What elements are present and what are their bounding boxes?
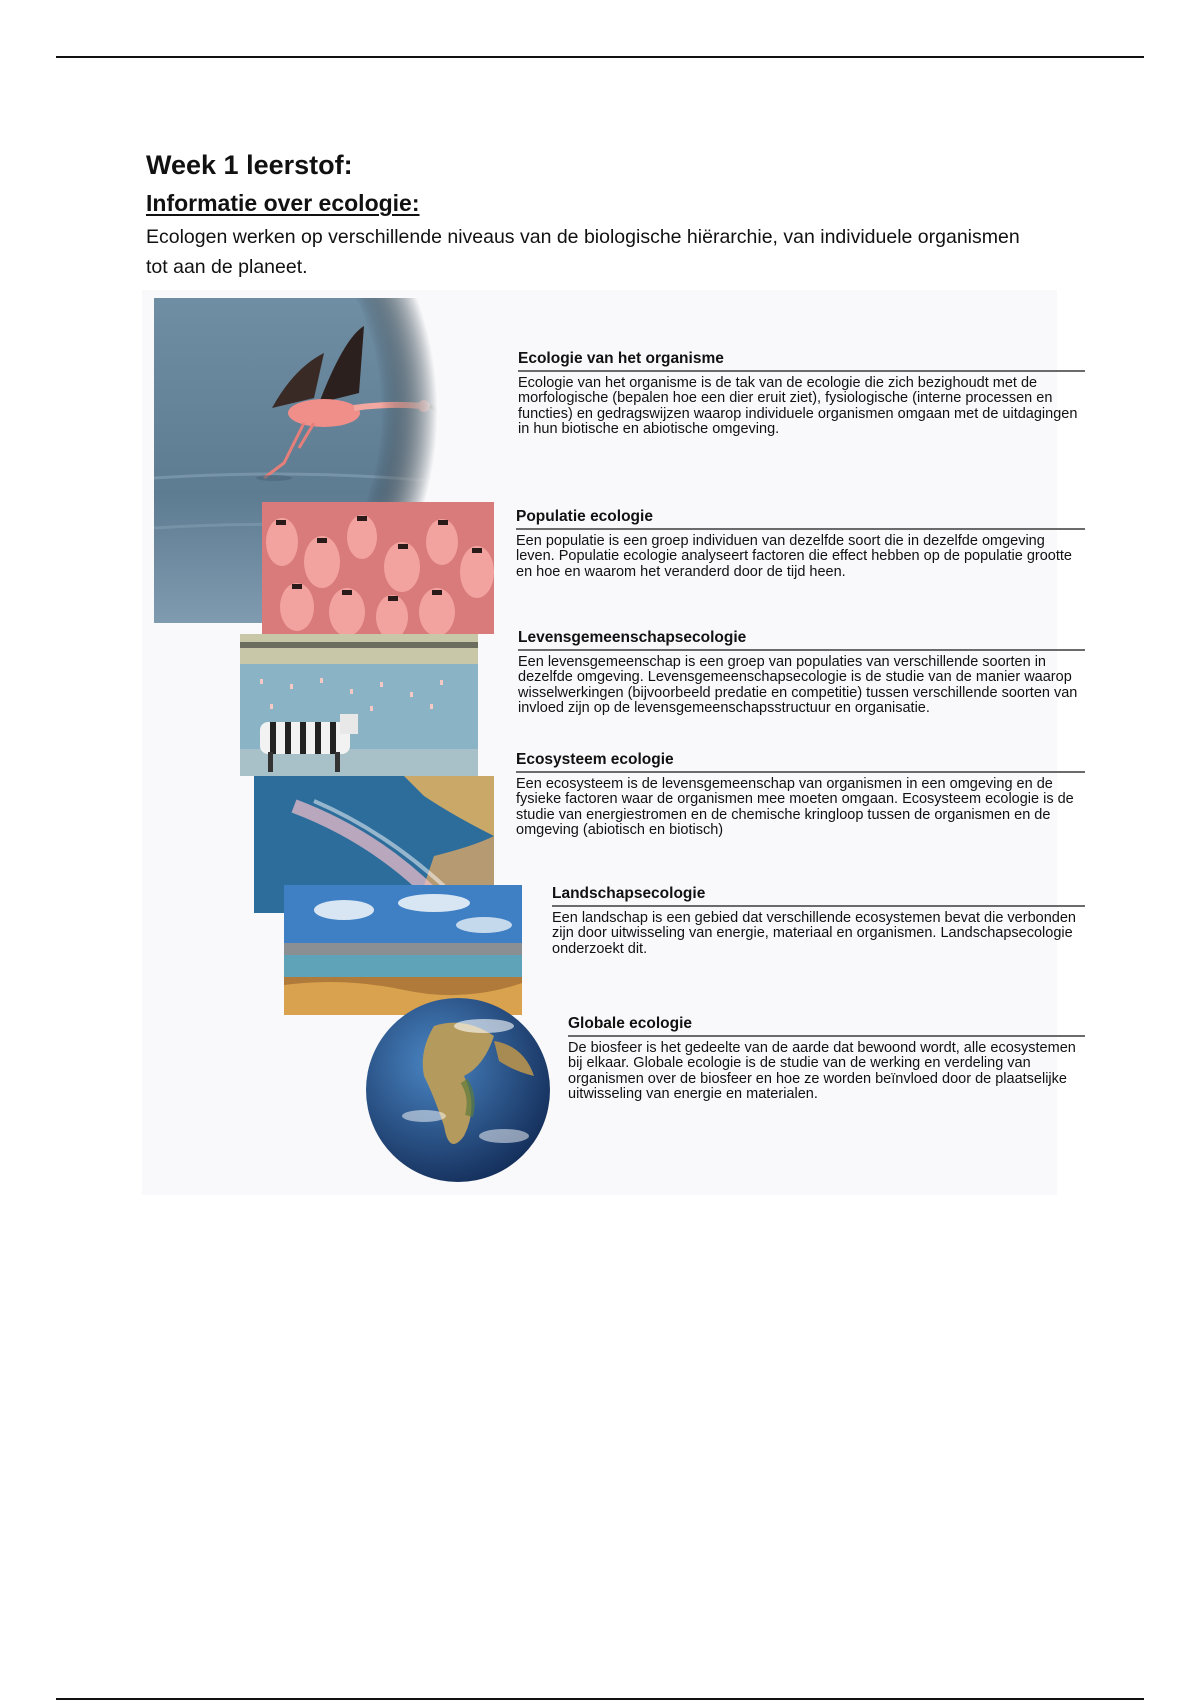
section-community-ecology — [518, 630, 1085, 717]
lake-zebra-photo — [240, 634, 478, 776]
section-landscape-ecology — [552, 886, 1085, 957]
section-global-ecology — [568, 1016, 1085, 1103]
section-text: Ecologie van het organisme is de tak van de ecologie die zich bezighoudt met de morfologische (bepalen hoe een dier eruit ziet), fysiologische (interne processen en functies) en gedragswijzen waarop individuele organismen omgaan met de uitdagingen in hun biotische en abiotische omgeving. — [518, 374, 1078, 437]
section-heading: Levensgemeenschapsecologie — [518, 630, 1085, 651]
flamingo-flock-photo — [262, 502, 494, 634]
section-subtitle: Informatie over ecologie: — [146, 190, 420, 216]
section-text: De biosfeer is het gedeelte van de aarde dat bewoond wordt, alle ecosystemen bij elkaar. Globale ecologie is de studie van de werking en verdeling van organismen over de biosfeer en hoe ze worden beïnvloed door de plaatselijke uitwisseling van energie en materialen. — [568, 1039, 1076, 1102]
section-text: Een ecosysteem is de levensgemeenschap van organismen in een omgeving en de fysieke factoren waar de organismen mee moeten omgaan. Ecosysteem ecologie is de studie van energiestromen en de chemische kringloop tussen de organismen en de omgeving (abiotisch en biotisch) — [516, 775, 1074, 838]
intro-paragraph: Ecologen werken op verschillende niveaus van de biologische hiërarchie, van individuele organismen tot aan de planeet. — [146, 226, 1020, 278]
section-heading: Ecosysteem ecologie — [516, 752, 1085, 773]
section-population-ecology — [516, 509, 1085, 580]
section-organism-ecology — [518, 351, 1085, 438]
section-heading: Ecologie van het organisme — [518, 351, 1085, 372]
section-ecosystem-ecology — [516, 752, 1085, 839]
page-title: Week 1 leerstof: — [146, 150, 353, 180]
earth-globe-image — [364, 996, 552, 1184]
section-text: Een levensgemeenschap is een groep van populaties van verschillende soorten in dezelfde omgeving. Levensgemeenschapsecologie is de studie van de manier waarop wisselwerkingen (bijvoorbeeld predatie en competitie) tussen verschillende soorten van invloed zijn op de levensgemeenschapsstructuur en organisatie. — [518, 653, 1078, 716]
header-rule — [56, 56, 1144, 58]
section-heading: Populatie ecologie — [516, 509, 1085, 530]
ecology-levels-figure — [142, 290, 1078, 1195]
section-text: Een populatie is een groep individuen van dezelfde soort die in dezelfde omgeving leven. Populatie ecologie analyseert factoren die effect hebben op de populatie grootte en hoe en waarom het veranderd door de tijd heen. — [516, 532, 1072, 580]
section-text: Een landschap is een gebied dat verschillende ecosystemen bevat die verbonden zijn door uitwisseling van energie, materiaal en organismen. Landschapsecologie onderzoekt dit. — [552, 909, 1076, 957]
section-heading: Globale ecologie — [568, 1016, 1085, 1037]
section-heading: Landschapsecologie — [552, 886, 1085, 907]
